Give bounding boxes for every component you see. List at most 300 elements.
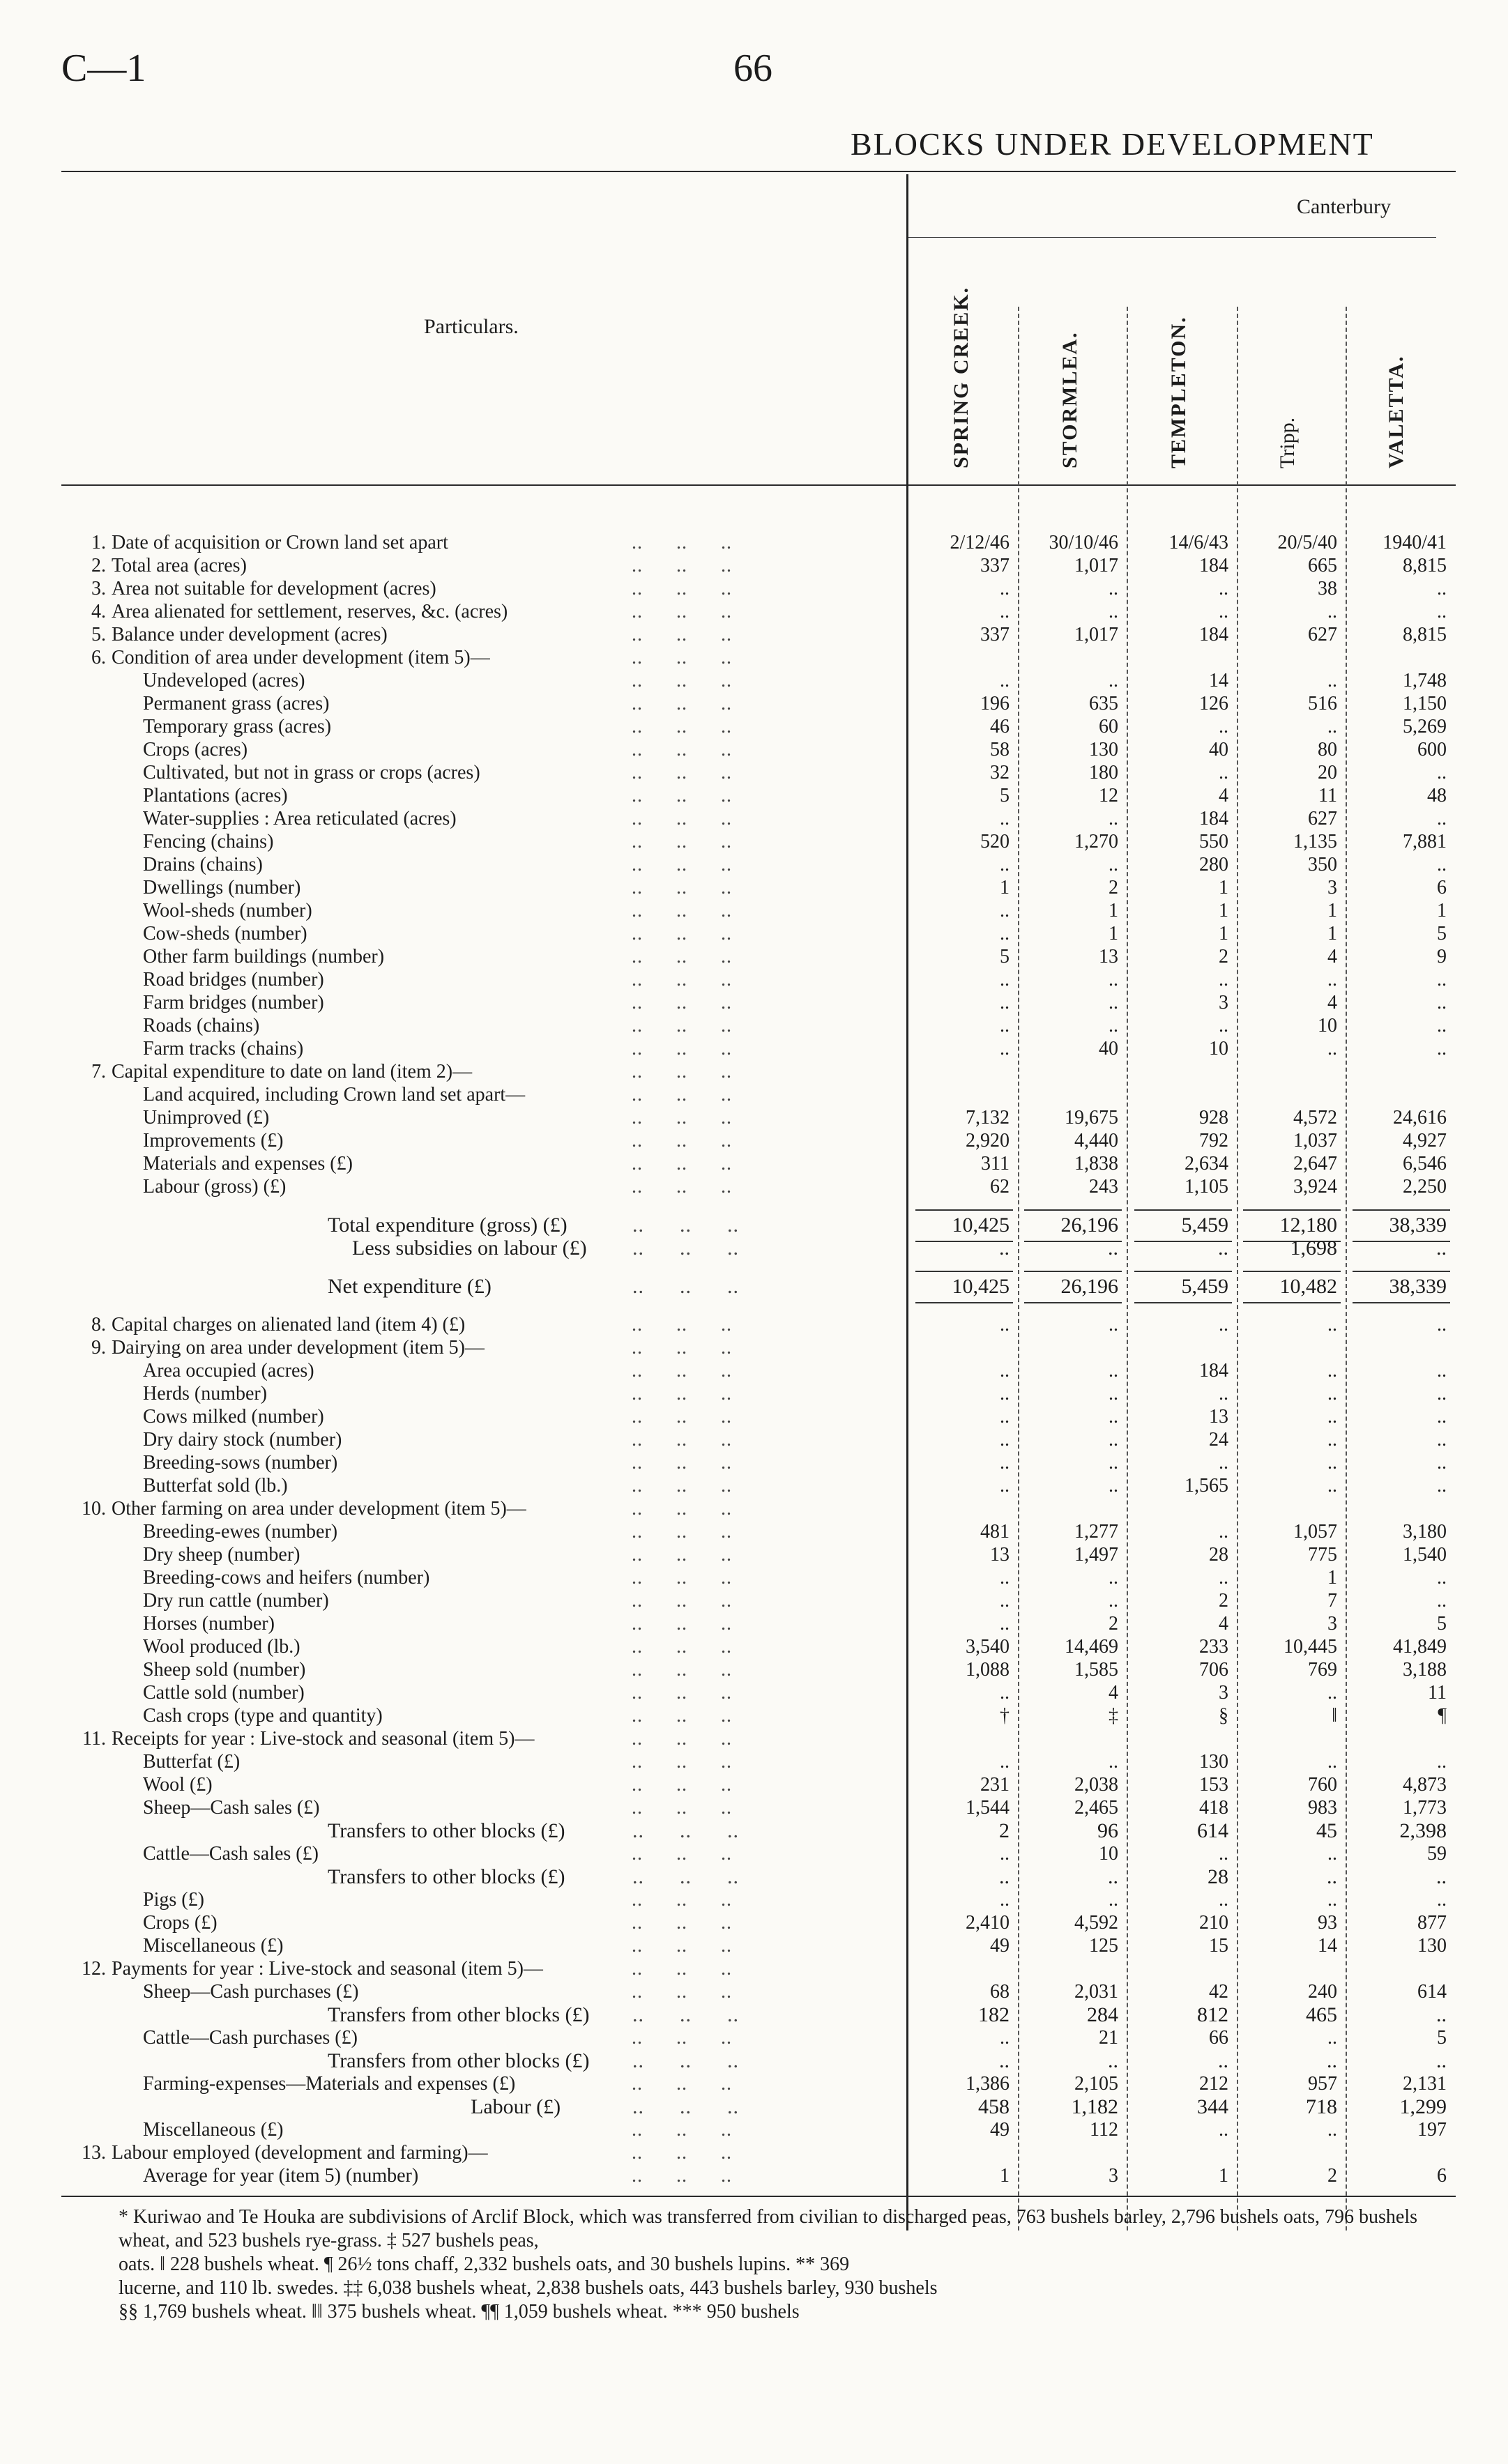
table-row — [0, 1214, 1508, 1237]
table-cell: 45 — [1316, 1819, 1337, 1842]
table-cell: 1,017 — [1074, 555, 1118, 576]
table-row — [0, 1980, 1508, 2003]
leader-dots: .. .. .. — [620, 2142, 732, 2164]
table-cell: 311 — [981, 1153, 1010, 1174]
table-cell: 1 — [1000, 877, 1010, 898]
leader-dots: .. .. .. — [620, 1613, 732, 1635]
table-cell: .. — [1327, 1843, 1337, 1865]
table-cell: 1,150 — [1403, 693, 1447, 714]
table-cell: 126 — [1199, 693, 1228, 714]
leader-dots: .. .. .. — [620, 1912, 732, 1934]
table-cell: 80 — [1318, 739, 1337, 760]
table-cell: 6 — [1437, 2165, 1447, 2187]
row-label: Capital charges on alienated land (item 4) (£) — [112, 1314, 466, 1336]
table-cell: 7,881 — [1403, 831, 1447, 852]
table-cell: .. — [1437, 1383, 1447, 1405]
table-cell: ‖ — [1332, 1705, 1337, 1727]
table-cell: .. — [1437, 992, 1447, 1013]
table-cell: 93 — [1318, 1912, 1337, 1934]
column-header-valetta: VALETTA. — [1385, 355, 1408, 468]
table-cell: 550 — [1199, 831, 1228, 852]
table-cell: 3 — [1109, 2165, 1118, 2187]
table-cell: .. — [1109, 808, 1118, 829]
table-cell: 1,270 — [1074, 831, 1118, 852]
table-cell: .. — [1000, 1452, 1010, 1474]
table-cell: 1 — [1219, 2165, 1228, 2187]
row-label: Crops (£) — [143, 1912, 218, 1934]
table-cell: 60 — [1099, 716, 1118, 737]
footnote-line: * Kuriwao and Te Houka are subdivisions of Arclif Block, which was transferred from civilian to discharged peas, 763 bushels barley, 2,796 bushels oats, 796 bushels wheat, and 523 bushels rye-grass. ‡ 527 bushels peas, — [119, 2206, 1418, 2251]
table-cell: 516 — [1308, 693, 1337, 714]
row-label: Crops (acres) — [143, 739, 248, 760]
table-row — [0, 646, 1508, 669]
table-cell: .. — [1000, 1406, 1010, 1428]
leader-dots: .. .. .. — [620, 1865, 739, 1888]
table-cell: .. — [1327, 716, 1337, 737]
table-cell: .. — [1327, 1429, 1337, 1451]
row-label: Less subsidies on labour (£) — [352, 1237, 587, 1260]
table-cell: 983 — [1308, 1797, 1337, 1819]
table-cell: 1,037 — [1293, 1130, 1337, 1151]
table-cell: .. — [1437, 1314, 1447, 1336]
table-cell: 1,105 — [1185, 1176, 1228, 1197]
table-cell: .. — [999, 1237, 1010, 1260]
table-cell: 130 — [1089, 739, 1118, 760]
table-cell: .. — [1327, 2119, 1337, 2141]
table-cell: 1940/41 — [1383, 532, 1447, 553]
table-cell: .. — [1108, 1237, 1118, 1260]
leader-dots: .. .. .. — [620, 1705, 732, 1727]
table-cell: .. — [1218, 2049, 1228, 2072]
top-rule — [61, 171, 1456, 172]
table-cell: .. — [1437, 1452, 1447, 1474]
table-cell: 481 — [980, 1521, 1010, 1543]
table-row — [0, 945, 1508, 968]
table-cell: 1,299 — [1399, 2095, 1447, 2118]
leader-dots: .. .. .. — [620, 1682, 732, 1704]
table-cell: 2 — [1109, 877, 1118, 898]
row-label: Transfers from other blocks (£) — [328, 2049, 590, 2072]
table-cell: 11 — [1318, 785, 1337, 806]
table-cell: 196 — [980, 693, 1010, 714]
page-ref: C—1 — [61, 47, 146, 90]
leader-dots: .. .. .. — [620, 647, 732, 668]
table-cell: .. — [1109, 969, 1118, 990]
table-cell: .. — [1327, 1383, 1337, 1405]
table-cell: 62 — [990, 1176, 1010, 1197]
table-cell: 418 — [1199, 1797, 1228, 1819]
table-cell: 210 — [1199, 1912, 1228, 1934]
table-cell: 1 — [1327, 900, 1337, 921]
table-row — [0, 1083, 1508, 1106]
table-cell: 337 — [980, 624, 1010, 645]
leader-dots: .. .. .. — [620, 1084, 732, 1105]
row-label: Sheep—Cash purchases (£) — [143, 1981, 359, 2003]
table-cell: 1,386 — [966, 2073, 1010, 2095]
table-cell: .. — [1219, 716, 1228, 737]
table-cell: 38 — [1318, 578, 1337, 599]
table-cell: .. — [1109, 1383, 1118, 1405]
table-cell: 6 — [1437, 877, 1447, 898]
table-cell: .. — [1436, 2049, 1447, 2072]
table-cell: .. — [1327, 1406, 1337, 1428]
row-number: 2. — [91, 555, 106, 576]
leader-dots: .. .. .. — [620, 716, 732, 737]
table-cell: .. — [1000, 1360, 1010, 1382]
leader-dots: .. .. .. — [620, 2003, 739, 2026]
table-cell: 14 — [1318, 1935, 1337, 1957]
table-row — [0, 1428, 1508, 1451]
table-cell: 760 — [1308, 1774, 1337, 1796]
table-cell: 627 — [1308, 624, 1337, 645]
table-cell: 130 — [1199, 1751, 1228, 1773]
table-row — [0, 1589, 1508, 1612]
leader-dots: .. .. .. — [620, 578, 732, 599]
leader-dots: .. .. .. — [620, 762, 732, 783]
leader-dots: .. .. .. — [620, 670, 732, 691]
table-cell: 1,838 — [1074, 1153, 1118, 1174]
row-label: Labour (gross) (£) — [143, 1176, 287, 1197]
table-row — [0, 1359, 1508, 1382]
table-cell: 26,196 — [1060, 1275, 1118, 1298]
table-cell: 775 — [1308, 1544, 1337, 1566]
table-cell: .. — [1437, 1406, 1447, 1428]
table-cell: .. — [1000, 1038, 1010, 1059]
table-cell: .. — [1109, 1590, 1118, 1612]
leader-dots: .. .. .. — [620, 1130, 732, 1151]
table-cell: .. — [1327, 1475, 1337, 1497]
table-cell: 5 — [1000, 946, 1010, 967]
table-cell: .. — [1327, 1865, 1337, 1888]
table-cell: ‡ — [1109, 1705, 1118, 1727]
table-cell: .. — [1000, 1889, 1010, 1911]
row-label: Transfers from other blocks (£) — [328, 2003, 590, 2026]
table-cell: .. — [1436, 1865, 1447, 1888]
leader-dots: .. .. .. — [620, 1452, 732, 1474]
table-cell: 5 — [1437, 2027, 1447, 2049]
table-cell: .. — [1109, 1452, 1118, 1474]
leader-dots: .. .. .. — [620, 1774, 732, 1796]
sum-rule — [1024, 1271, 1122, 1272]
table-cell: 41,849 — [1393, 1636, 1447, 1658]
row-label: Miscellaneous (£) — [143, 2119, 284, 2141]
table-cell: .. — [1437, 1567, 1447, 1589]
table-cell: .. — [1219, 1521, 1228, 1543]
table-row — [0, 692, 1508, 715]
table-row — [0, 2118, 1508, 2141]
table-cell: 4 — [1219, 785, 1228, 806]
table-cell: 1,748 — [1403, 670, 1447, 691]
table-cell: 1 — [1219, 900, 1228, 921]
leader-dots: .. .. .. — [620, 2027, 732, 2049]
table-cell: 8,815 — [1403, 555, 1447, 576]
table-cell: 4,927 — [1403, 1130, 1447, 1151]
leader-dots: .. .. .. — [620, 1958, 732, 1980]
table-row — [0, 1934, 1508, 1957]
table-cell: .. — [1109, 854, 1118, 875]
footnote-line: oats. ‖ 228 bushels wheat. ¶ 26½ tons chaff, 2,332 bushels oats, and 30 bushels lupins. ** 369 — [119, 2253, 850, 2275]
table-cell: 4 — [1219, 1613, 1228, 1635]
table-cell: 2,647 — [1293, 1153, 1337, 1174]
table-cell: .. — [1000, 1015, 1010, 1036]
row-label: Breeding-ewes (number) — [143, 1521, 338, 1543]
leader-dots: .. .. .. — [620, 1237, 739, 1260]
table-cell: 13 — [1209, 1406, 1228, 1428]
leader-dots: .. .. .. — [620, 601, 732, 622]
row-label: Dry run cattle (number) — [143, 1590, 329, 1612]
table-cell: 130 — [1417, 1935, 1447, 1957]
table-row — [0, 1382, 1508, 1405]
row-label: Dry sheep (number) — [143, 1544, 300, 1566]
table-cell: 7 — [1327, 1590, 1337, 1612]
table-cell: .. — [1327, 969, 1337, 990]
table-cell: .. — [1000, 1843, 1010, 1865]
table-cell: 42 — [1209, 1981, 1228, 2003]
table-cell: 3 — [1219, 992, 1228, 1013]
table-cell: 5 — [1000, 785, 1010, 806]
table-cell: .. — [1327, 2027, 1337, 2049]
row-label: Water-supplies : Area reticulated (acres) — [143, 808, 457, 829]
table-cell: 125 — [1089, 1935, 1118, 1957]
leader-dots: .. .. .. — [620, 900, 732, 921]
table-row — [0, 1704, 1508, 1727]
table-cell: 718 — [1306, 2095, 1337, 2118]
table-row — [0, 1497, 1508, 1520]
row-label: Cows milked (number) — [143, 1406, 324, 1428]
table-row — [0, 2095, 1508, 2118]
table-cell: 68 — [990, 1981, 1010, 2003]
table-cell: 4 — [1109, 1682, 1118, 1704]
table-cell: .. — [1437, 854, 1447, 875]
table-cell: 706 — [1199, 1659, 1228, 1681]
leader-dots: .. .. .. — [620, 1015, 732, 1036]
table-row — [0, 1681, 1508, 1704]
table-cell: 1,565 — [1185, 1475, 1228, 1497]
table-cell: † — [1000, 1705, 1010, 1727]
table-cell: 1 — [1109, 900, 1118, 921]
table-cell: .. — [1437, 762, 1447, 783]
leader-dots: .. .. .. — [620, 739, 732, 760]
table-cell: 2,038 — [1074, 1774, 1118, 1796]
row-label: Cash crops (type and quantity) — [143, 1705, 383, 1727]
table-cell: 13 — [990, 1544, 1010, 1566]
table-row — [0, 1750, 1508, 1773]
row-label: Net expenditure (£) — [328, 1275, 492, 1298]
table-cell: 2,634 — [1185, 1153, 1228, 1174]
header-bottom-rule — [61, 484, 1456, 486]
table-cell: .. — [1437, 1360, 1447, 1382]
row-number: 6. — [91, 647, 106, 668]
sum-rule — [915, 1209, 1013, 1211]
sum-rule — [1134, 1271, 1232, 1272]
table-cell: 2,398 — [1399, 1819, 1447, 1842]
column-header-templeton: TEMPLETON. — [1167, 316, 1190, 468]
row-label: Transfers to other blocks (£) — [328, 1865, 565, 1888]
table-cell: 59 — [1427, 1843, 1447, 1865]
table-row — [0, 1957, 1508, 1980]
table-cell: .. — [1109, 1889, 1118, 1911]
table-bottom-rule — [61, 2196, 1456, 2197]
table-row — [0, 1474, 1508, 1497]
table-cell: 635 — [1089, 693, 1118, 714]
row-label: Sheep—Cash sales (£) — [143, 1797, 320, 1819]
table-cell: .. — [1327, 1452, 1337, 1474]
table-cell: 4 — [1327, 946, 1337, 967]
table-cell: 1 — [1000, 2165, 1010, 2187]
table-row — [0, 968, 1508, 991]
table-cell: .. — [1437, 1751, 1447, 1773]
row-number: 7. — [91, 1061, 106, 1082]
leader-dots: .. .. .. — [620, 2073, 732, 2095]
table-cell: 2/12/46 — [950, 532, 1010, 553]
table-cell: .. — [1109, 1751, 1118, 1773]
table-row — [0, 2049, 1508, 2072]
table-cell: .. — [1327, 1360, 1337, 1382]
table-row — [0, 1842, 1508, 1865]
row-label: Capital expenditure to date on land (item 2)— — [112, 1061, 473, 1082]
table-cell: 1 — [1327, 1567, 1337, 1589]
table-cell: 10 — [1318, 1015, 1337, 1036]
table-cell: 2 — [999, 1819, 1010, 1842]
row-label: Permanent grass (acres) — [143, 693, 330, 714]
table-cell: 614 — [1417, 1981, 1447, 2003]
table-cell: 2,131 — [1403, 2073, 1447, 2095]
row-label: Average for year (item 5) (number) — [143, 2165, 419, 2187]
table-cell: 2,465 — [1074, 1797, 1118, 1819]
table-cell: .. — [1437, 1590, 1447, 1612]
table-cell: 627 — [1308, 808, 1337, 829]
table-cell: .. — [1000, 900, 1010, 921]
table-cell: 3,924 — [1293, 1176, 1337, 1197]
row-label: Area not suitable for development (acres) — [112, 578, 436, 599]
leader-dots: .. .. .. — [620, 1567, 732, 1589]
row-label: Labour employed (development and farming)— — [112, 2142, 488, 2164]
table-cell: 32 — [990, 762, 1010, 783]
row-label: Payments for year : Live-stock and seasonal (item 5)— — [112, 1958, 543, 1980]
table-cell: 1 — [1327, 923, 1337, 944]
table-cell: .. — [1109, 670, 1118, 691]
row-label: Total expenditure (gross) (£) — [328, 1214, 568, 1237]
table-cell: 212 — [1199, 2073, 1228, 2095]
table-row — [0, 1275, 1508, 1298]
leader-dots: .. .. .. — [620, 1819, 739, 1842]
table-cell: 38,339 — [1389, 1214, 1447, 1237]
table-cell: 26,196 — [1060, 1214, 1118, 1237]
table-row — [0, 784, 1508, 807]
table-row — [0, 669, 1508, 692]
table-cell: 2 — [1219, 946, 1228, 967]
table-cell: 38,339 — [1389, 1275, 1447, 1298]
table-row — [0, 2141, 1508, 2164]
table-row — [0, 1796, 1508, 1819]
region-heading: Canterbury — [1297, 195, 1391, 218]
leader-dots: .. .. .. — [620, 992, 732, 1013]
row-label: Other farming on area under development (item 5)— — [112, 1498, 526, 1520]
table-cell: .. — [1219, 1314, 1228, 1336]
leader-dots: .. .. .. — [620, 532, 732, 553]
leader-dots: .. .. .. — [620, 1314, 732, 1336]
table-cell: 197 — [1417, 2119, 1447, 2141]
table-cell: 14,469 — [1065, 1636, 1118, 1658]
table-cell: 10,482 — [1279, 1275, 1337, 1298]
row-label: Receipts for year : Live-stock and seasonal (item 5)— — [112, 1728, 535, 1750]
leader-dots: .. .. .. — [620, 1153, 732, 1174]
table-cell: 14 — [1209, 670, 1228, 691]
row-label: Unimproved (£) — [143, 1107, 270, 1128]
leader-dots: .. .. .. — [620, 1843, 732, 1865]
table-row — [0, 1175, 1508, 1198]
table-cell: .. — [1437, 808, 1447, 829]
table-cell: .. — [1000, 923, 1010, 944]
table-cell: 182 — [978, 2003, 1010, 2026]
table-cell: .. — [1108, 1865, 1118, 1888]
table-row — [0, 1014, 1508, 1037]
leader-dots: .. .. .. — [620, 1061, 732, 1082]
row-label: Miscellaneous (£) — [143, 1935, 284, 1957]
table-row — [0, 2164, 1508, 2187]
table-cell: .. — [1219, 969, 1228, 990]
table-row — [0, 1658, 1508, 1681]
table-cell: .. — [1000, 1429, 1010, 1451]
table-row — [0, 807, 1508, 830]
row-label: Cattle—Cash purchases (£) — [143, 2027, 358, 2049]
table-cell: .. — [1437, 601, 1447, 622]
table-cell: 458 — [978, 2095, 1010, 2118]
footnote-line: lucerne, and 110 lb. swedes. ‡‡ 6,038 bushels wheat, 2,838 bushels oats, 443 bushels barley, 930 bushels — [119, 2277, 938, 2299]
table-cell: 24 — [1209, 1429, 1228, 1451]
table-cell: 2 — [1327, 2165, 1337, 2187]
table-cell: 1,088 — [966, 1659, 1010, 1681]
leader-dots: .. .. .. — [620, 1383, 732, 1405]
table-row — [0, 1566, 1508, 1589]
row-number: 4. — [91, 601, 106, 622]
table-cell: .. — [1000, 1590, 1010, 1612]
table-cell: 28 — [1209, 1544, 1228, 1566]
table-row — [0, 1727, 1508, 1750]
table-cell: .. — [1000, 601, 1010, 622]
table-cell: .. — [1219, 601, 1228, 622]
table-cell: 1,585 — [1074, 1659, 1118, 1681]
column-header-spring-creek: SPRING CREEK. — [950, 286, 973, 468]
table-cell: .. — [1327, 670, 1337, 691]
table-cell: 769 — [1308, 1659, 1337, 1681]
row-label: Total area (acres) — [112, 555, 247, 576]
page-number: 66 — [733, 47, 772, 90]
sum-rule — [1243, 1271, 1341, 1272]
table-row — [0, 738, 1508, 761]
table-row — [0, 1888, 1508, 1911]
leader-dots: .. .. .. — [620, 1728, 732, 1750]
row-number: 1. — [91, 532, 106, 553]
row-label: Cattle—Cash sales (£) — [143, 1843, 319, 1865]
row-label: Dairying on area under development (item 5)— — [112, 1337, 485, 1359]
table-cell: .. — [1218, 1237, 1228, 1260]
leader-dots: .. .. .. — [620, 1429, 732, 1451]
leader-dots: .. .. .. — [620, 2119, 732, 2141]
table-cell: .. — [1109, 601, 1118, 622]
table-row — [0, 1451, 1508, 1474]
leader-dots: .. .. .. — [620, 1521, 732, 1543]
table-row — [0, 991, 1508, 1014]
table-row — [0, 853, 1508, 876]
table-cell: 20 — [1318, 762, 1337, 783]
row-label: Cultivated, but not in grass or crops (acres) — [143, 762, 480, 783]
leader-dots: .. .. .. — [620, 624, 732, 645]
row-number: 12. — [82, 1958, 106, 1980]
table-cell: 344 — [1197, 2095, 1228, 2118]
table-cell: 15 — [1209, 1935, 1228, 1957]
table-cell: .. — [999, 2049, 1010, 2072]
